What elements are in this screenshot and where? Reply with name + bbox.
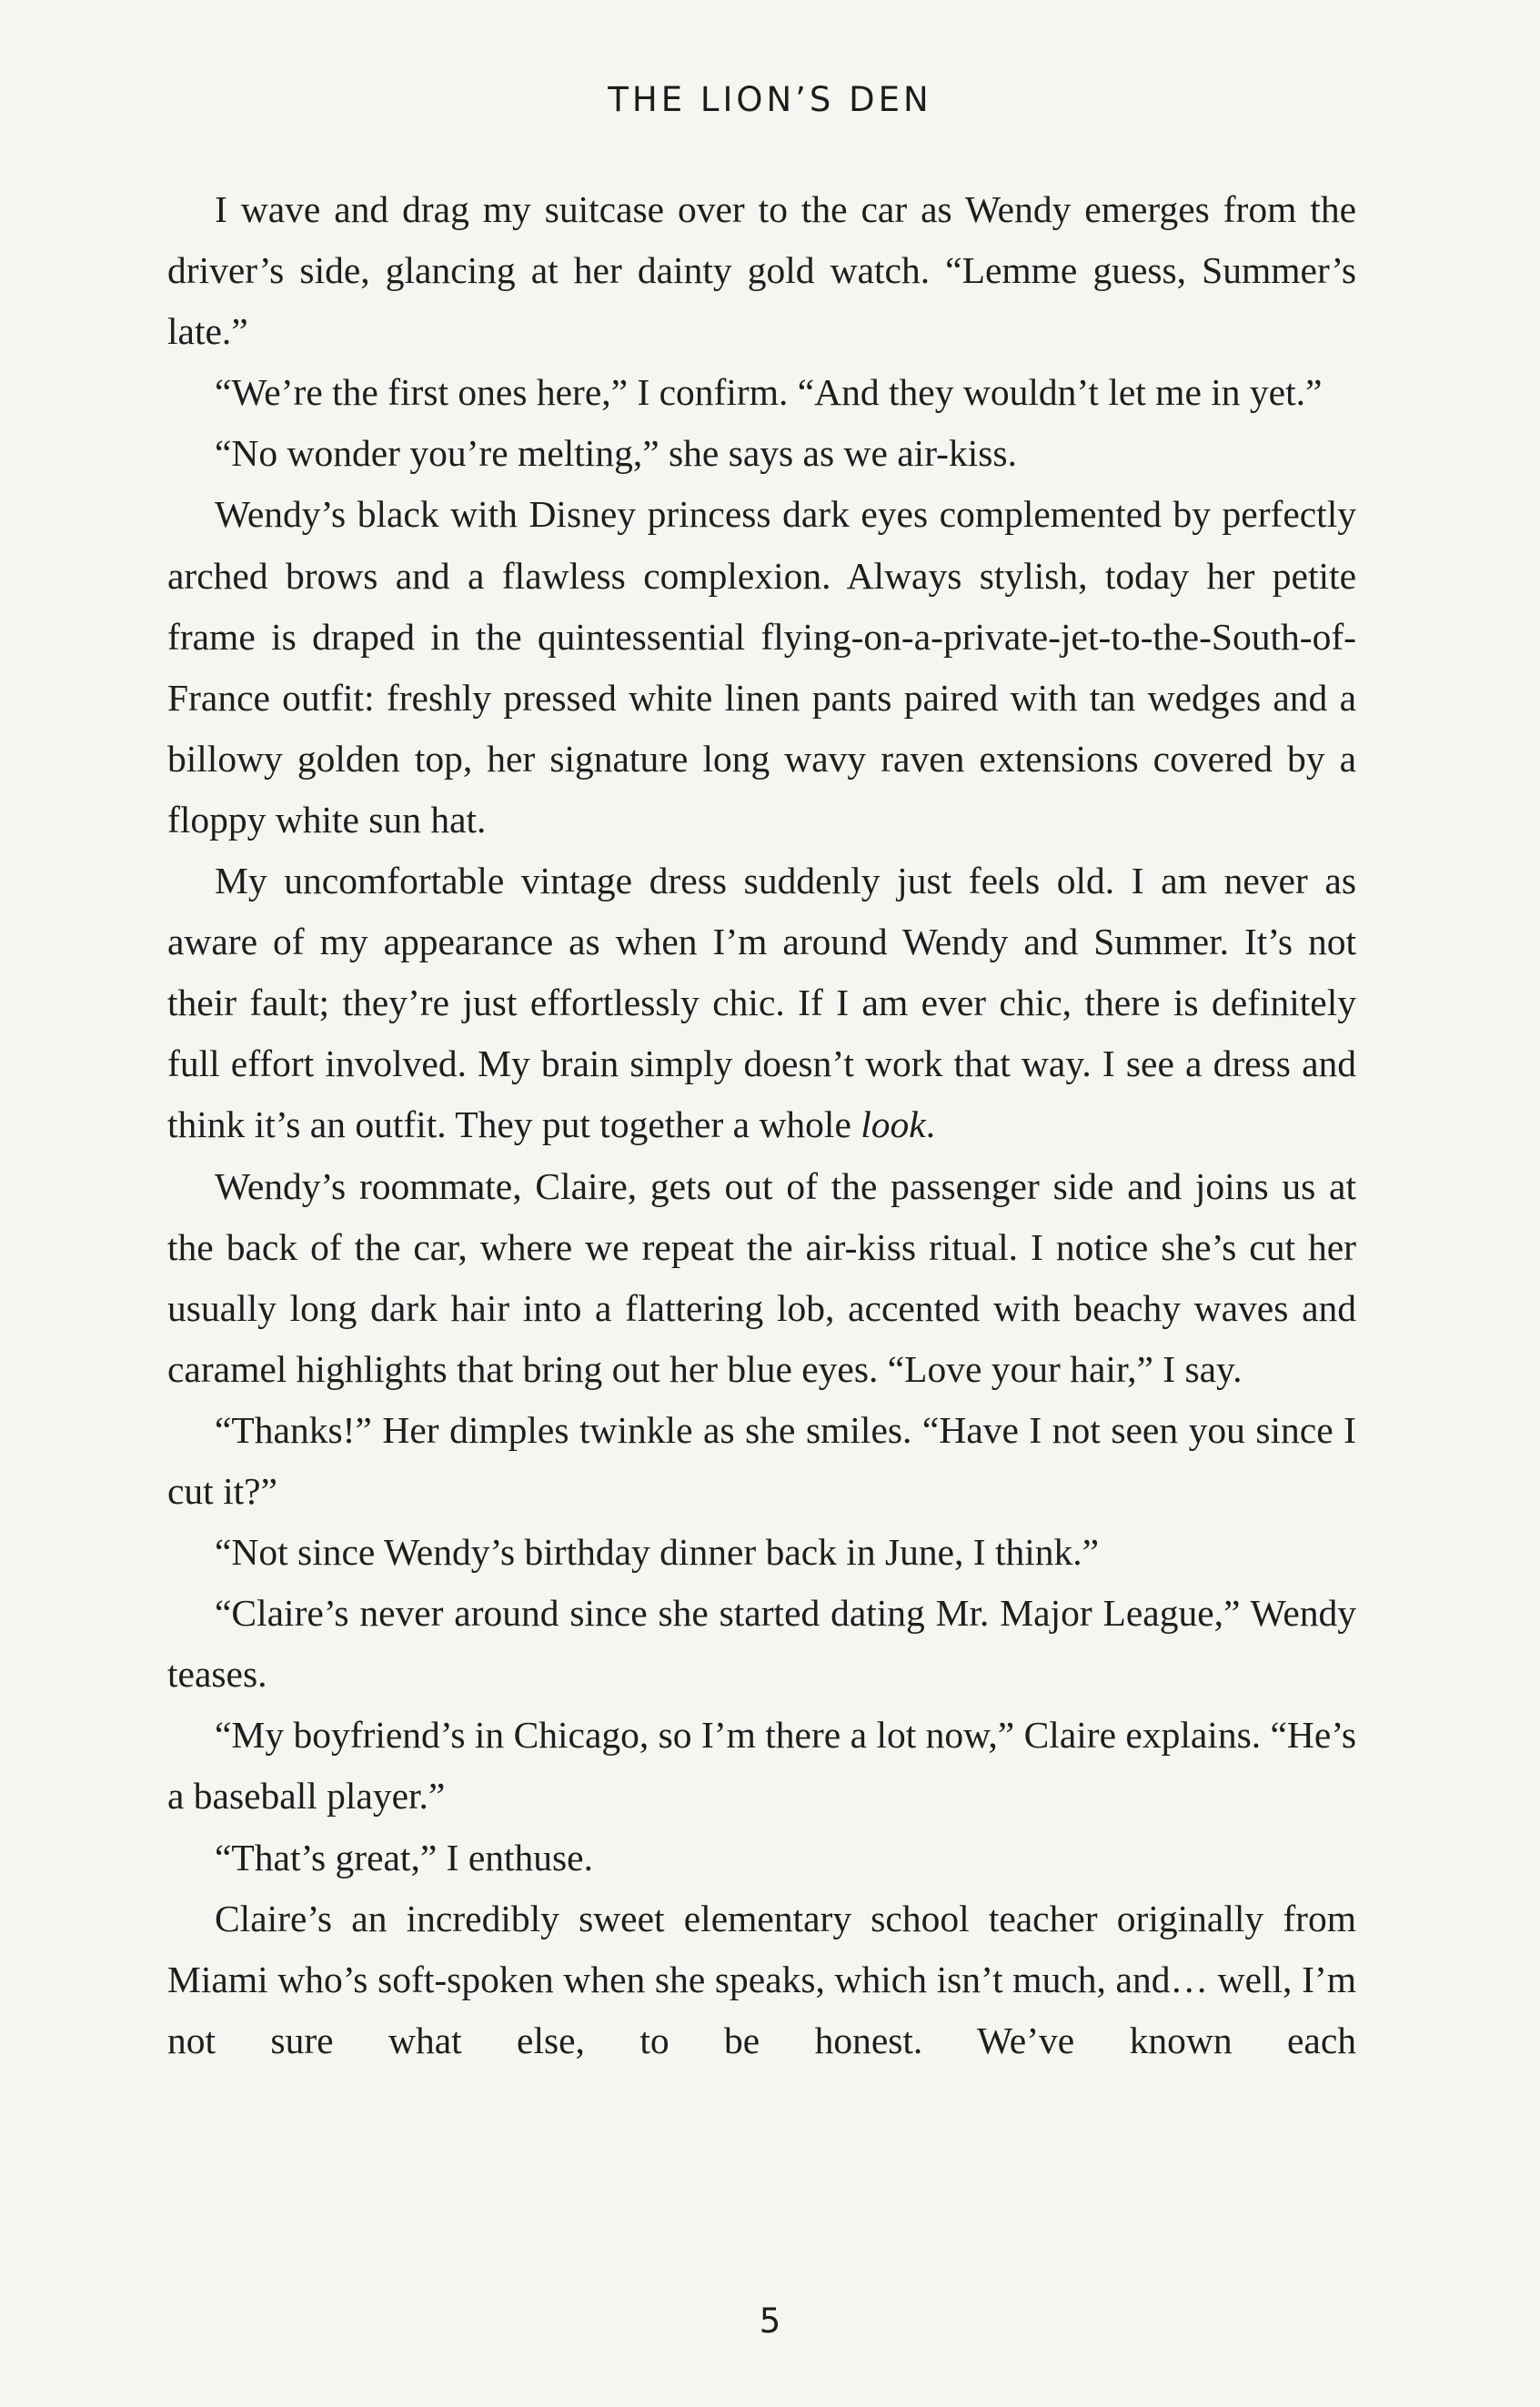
paragraph: Wendy’s black with Disney princess dark eyes complemented by perfectly arched brows and a flawless complexion. Always stylish, today her petite frame is draped in the quintessential flying-on-a-private-jet-to-the-South-of-France outfit: freshly pressed white linen pants paired with tan wedges and a billowy golden top, her signature long wavy raven extensions covered by a floppy white sun hat. — [167, 493, 1356, 841]
paragraph: “That’s great,” I enthuse. — [215, 1836, 593, 1878]
paragraph: Wendy’s roommate, Claire, gets out of the passenger side and joins us at the back of the car, where we repeat the air-kiss ritual. I notice she’s cut her usually long dark hair into a flattering lob, accented with beachy waves and caramel highlights that bring out her blue eyes. “Love your hair,” I say. — [167, 1164, 1356, 1390]
paragraph-text: . — [925, 1103, 936, 1146]
paragraph: “My boyfriend’s in Chicago, so I’m there a lot now,” Claire explains. “He’s a baseball player.” — [167, 1714, 1356, 1818]
running-head: THE LION’S DEN — [608, 80, 932, 119]
paragraph: “Claire’s never around since she started dating Mr. Major League,” Wendy teases. — [167, 1592, 1356, 1696]
paragraph: I wave and drag my suitcase over to the car as Wendy emerges from the driver’s side, glancing at her dainty gold watch. “Lemme guess, Summer’s late.” — [167, 188, 1356, 353]
page-number: 5 — [759, 2301, 781, 2341]
paragraph: Claire’s an incredibly sweet elementary school teacher originally from Miami who’s soft-spoken when she speaks, which isn’t much, and… well, I’m not sure what else, to be honest. We’ve known each — [167, 1897, 1356, 2061]
paragraph: “Not since Wendy’s birthday dinner back in June, I think.” — [215, 1531, 1100, 1574]
paragraph-text: My uncomfortable vintage dress suddenly just feels old. I am never as aware of my appearance as when I’m around Wendy and Summer. It’s not their fault; they’re just effortlessly chic. If I am ever chic, there is definitely full effort involved. My brain simply doesn’t work that way. I see a dress and think it’s an outfit. They put together a whole — [167, 860, 1356, 1146]
emphasized-word: look — [861, 1103, 926, 1146]
paragraph — [167, 851, 1356, 1155]
body-text — [167, 179, 1356, 2071]
paragraph: “We’re the first ones here,” I confirm. “And they wouldn’t let me in yet.” — [215, 371, 1323, 414]
paragraph: “Thanks!” Her dimples twinkle as she smiles. “Have I not seen you since I cut it?” — [167, 1408, 1356, 1512]
paragraph: “No wonder you’re melting,” she says as we air-kiss. — [215, 432, 1017, 475]
